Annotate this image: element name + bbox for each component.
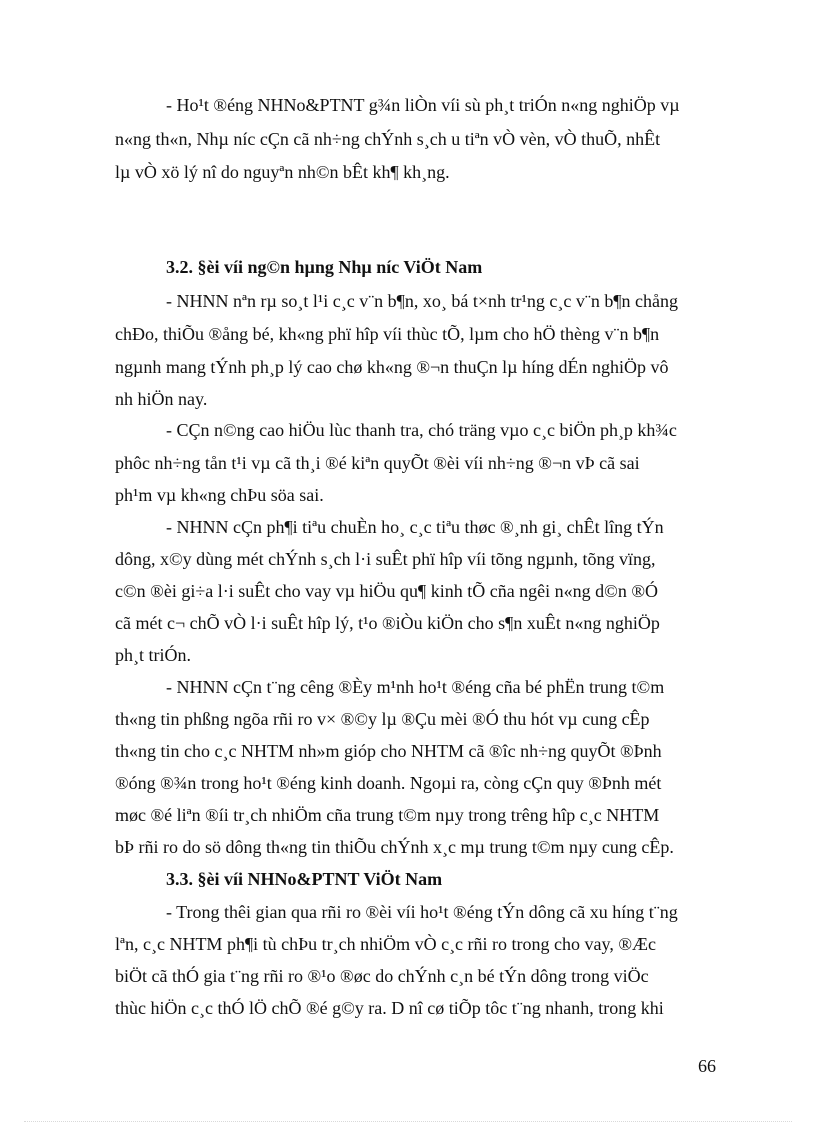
paragraph-line: ®óng ®¾n trong ho¹t ®éng kinh doanh. Ngoµi ra, còng cÇn quy ®Þnh mét: [115, 773, 662, 793]
paragraph-line: phôc nh÷ng tån t¹i vµ cã th¸i ®é kiªn quyÕt ®èi víi nh÷ng ®¬n vÞ cã sai: [115, 453, 640, 473]
paragraph-line: ph¹m vµ kh«ng chÞu söa sai.: [115, 485, 324, 505]
paragraph-line: dông, x©y dùng mét chÝnh s¸ch l·i suÊt phï hîp víi tõng ngµnh, tõng vïng,: [115, 549, 656, 569]
section-heading-3-2: 3.2. §èi víi ng©n hµng Nhµ níc ViÖt Nam: [166, 257, 483, 277]
paragraph-line: th«ng tin cho c¸c NHTM nh»m gióp cho NHTM cã ®îc nh÷ng quyÕt ®Þnh: [115, 741, 662, 761]
paragraph-line: - Ho¹t ®éng NHNo&PTNT g¾n liÒn víi sù ph¸t triÓn n«ng nghiÖp vµ: [166, 95, 680, 115]
paragraph-line: chÐo, thiÕu ®ång bé, kh«ng phï hîp víi thùc tÕ, lµm cho hÖ thèng v¨n b¶n: [115, 324, 660, 344]
paragraph-line: n«ng th«n, Nhµ níc cÇn cã nh÷ng chÝnh s¸ch u tiªn vÒ vèn, vÒ thuÕ, nhÊt: [115, 129, 661, 149]
section-heading-3-3: 3.3. §èi víi NHNo&PTNT ViÖt Nam: [166, 869, 443, 889]
paragraph-line: - NHNN cÇn ph¶i tiªu chuÈn ho¸ c¸c tiªu thøc ®¸nh gi¸ chÊt lîng tÝn: [166, 517, 664, 537]
paragraph-line: - CÇn n©ng cao hiÖu lùc thanh tra, chó träng vµo c¸c biÖn ph¸p kh¾c: [166, 420, 677, 440]
page-bottom-divider: [24, 1121, 792, 1122]
paragraph-line: nh hiÖn nay.: [115, 389, 208, 409]
paragraph-line: ngµnh mang tÝnh ph¸p lý cao chø kh«ng ®¬n thuÇn lµ híng dÉn nghiÖp vô: [115, 357, 669, 377]
paragraph-line: møc ®é liªn ®íi tr¸ch nhiÖm cña trung t©m nµy trong trêng hîp c¸c NHTM: [115, 805, 660, 825]
paragraph-line: - Trong thêi gian qua rñi ro ®èi víi ho¹t ®éng tÝn dông cã xu híng t¨ng: [166, 902, 678, 922]
page-number: 66: [698, 1056, 716, 1076]
paragraph-line: cã mét c¬ chÕ vÒ l·i suÊt hîp lý, t¹o ®iÒu kiÖn cho s¶n xuÊt n«ng nghiÖp: [115, 613, 660, 633]
paragraph-line: - NHNN cÇn t¨ng cêng ®Èy m¹nh ho¹t ®éng cña bé phËn trung t©m: [166, 677, 665, 697]
paragraph-line: ph¸t triÓn.: [115, 645, 191, 665]
paragraph-line: - NHNN nªn rµ so¸t l¹i c¸c v¨n b¶n, xo¸ bá t×nh tr¹ng c¸c v¨n b¶n chång: [166, 291, 678, 311]
paragraph-line: th«ng tin phßng ngõa rñi ro v× ®©y lµ ®Çu mèi ®Ó thu hót vµ cung cÊp: [115, 709, 650, 729]
paragraph-line: lªn, c¸c NHTM ph¶i tù chÞu tr¸ch nhiÖm vÒ c¸c rñi ro trong cho vay, ®Æc: [115, 934, 657, 954]
paragraph-line: biÖt cã thÓ gia t¨ng rñi ro ®¹o ®øc do chÝnh c¸n bé tÝn dông trong viÖc: [115, 966, 649, 986]
paragraph-line: bÞ rñi ro do sö dông th«ng tin thiÕu chÝnh x¸c mµ trung t©m nµy cung cÊp.: [115, 837, 674, 857]
paragraph-line: lµ vÒ xö lý nî do nguyªn nh©n bÊt kh¶ kh¸ng.: [115, 162, 450, 182]
paragraph-line: c©n ®èi gi÷a l·i suÊt cho vay vµ hiÖu qu¶ kinh tÕ cña ngêi n«ng d©n ®Ó: [115, 581, 659, 601]
paragraph-line: thùc hiÖn c¸c thÓ lÖ chÕ ®é g©y ra. D nî cø tiÕp tôc t¨ng nhanh, trong khi: [115, 998, 664, 1018]
